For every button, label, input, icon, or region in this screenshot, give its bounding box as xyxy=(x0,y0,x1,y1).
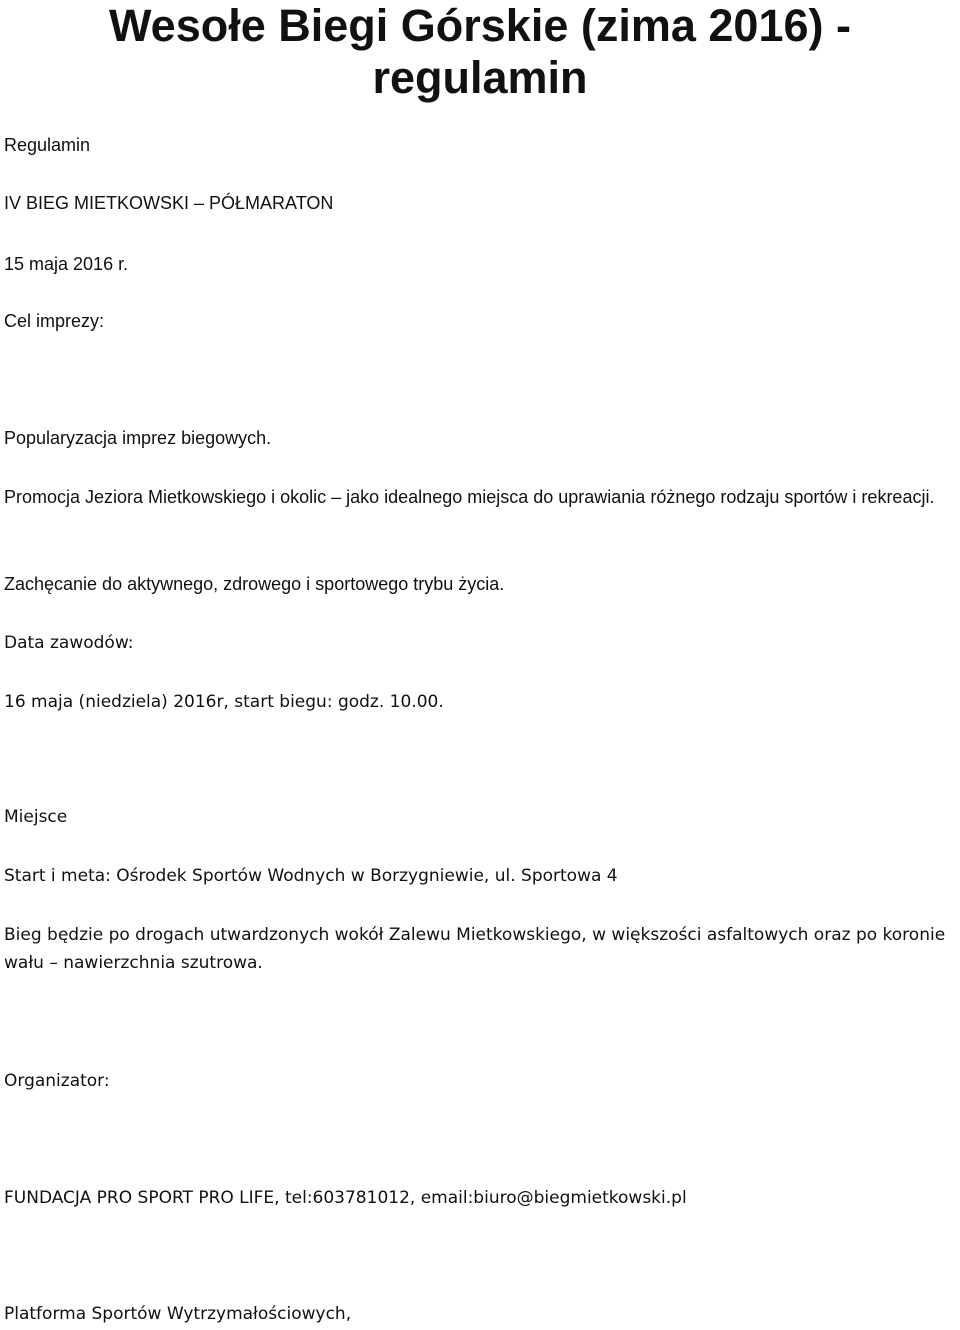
paragraph-goal-2: Promocja Jeziora Mietkowskiego i okolic – jako idealnego miejsca do uprawiania różnego rodzaju sportów i rekreacji. xyxy=(4,487,935,507)
paragraph-race-date: 16 maja (niedziela) 2016r, start biegu: godz. 10.00. xyxy=(4,692,444,712)
paragraph-event-date: 15 maja 2016 r. xyxy=(4,254,129,274)
page-title xyxy=(0,0,960,104)
page-title-line-2: regulamin xyxy=(372,52,588,103)
paragraph-goal-heading: Cel imprezy: xyxy=(4,311,105,331)
paragraph-platform: Platforma Sportów Wytrzymałościowych, xyxy=(4,1304,352,1324)
paragraph-regulamin: Regulamin xyxy=(4,135,91,155)
paragraph-route: Bieg będzie po drogach utwardzonych wokół Zalewu Mietkowskiego, w większości asfaltowych oraz po koronie wału – nawierzchnia szutrowa. xyxy=(4,925,946,973)
paragraph-goal-1: Popularyzacja imprez biegowych. xyxy=(4,428,272,448)
paragraph-organizer-heading: Organizator: xyxy=(4,1071,110,1091)
paragraph-event-name: IV BIEG MIETKOWSKI – PÓŁMARATON xyxy=(4,193,334,213)
paragraph-goal-3: Zachęcanie do aktywnego, zdrowego i sportowego trybu życia. xyxy=(4,574,505,594)
page-title-line-1: Wesołe Biegi Górskie (zima 2016) - xyxy=(109,0,851,51)
paragraph-start-finish: Start i meta: Ośrodek Sportów Wodnych w Borzygniewie, ul. Sportowa 4 xyxy=(4,866,618,886)
paragraph-place-heading: Miejsce xyxy=(4,807,68,827)
paragraph-date-heading: Data zawodów: xyxy=(4,633,134,653)
paragraph-organizer-contact: FUNDACJA PRO SPORT PRO LIFE, tel:603781012, email:biuro@biegmietkowski.pl xyxy=(4,1188,687,1208)
